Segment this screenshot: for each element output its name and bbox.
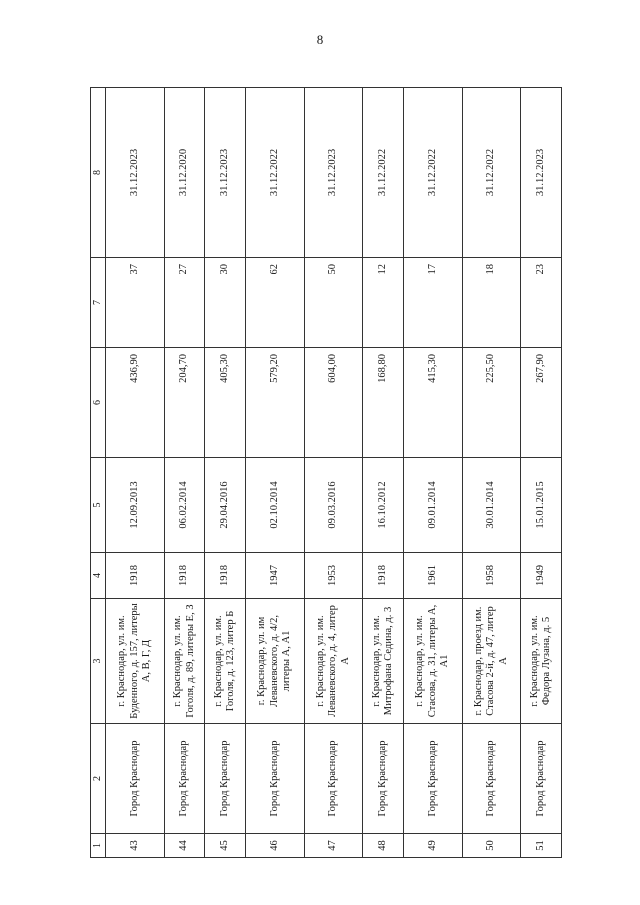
municipality-cell: Город Краснодар bbox=[403, 724, 462, 834]
area-cell: 405,30 bbox=[205, 348, 246, 458]
deadline-cell: 31.12.2023 bbox=[521, 88, 562, 258]
address-cell: г. Краснодар, ул. им. Буденного, д. 157, литеры А, В, Г, Д bbox=[106, 599, 165, 724]
column-header: 5 bbox=[91, 458, 106, 553]
deadline-cell: 31.12.2022 bbox=[462, 88, 521, 258]
table-body bbox=[91, 88, 562, 858]
decision-date-cell: 16.10.2012 bbox=[363, 458, 404, 553]
column-header: 6 bbox=[91, 348, 106, 458]
address-cell: г. Краснодар, ул. им Леваневского, д. 4/2, литеры А, А1 bbox=[245, 599, 304, 724]
row-number-cell: 48 bbox=[363, 834, 404, 858]
table-row bbox=[403, 88, 462, 858]
decision-date-cell: 02.10.2014 bbox=[245, 458, 304, 553]
residents-cell: 37 bbox=[106, 258, 165, 348]
area-cell: 267,90 bbox=[521, 348, 562, 458]
residents-cell: 17 bbox=[403, 258, 462, 348]
table-row bbox=[106, 88, 165, 858]
build-year-cell: 1949 bbox=[521, 553, 562, 599]
build-year-cell: 1961 bbox=[403, 553, 462, 599]
decision-date-cell: 15.01.2015 bbox=[521, 458, 562, 553]
table-row bbox=[245, 88, 304, 858]
decision-date-cell: 30.01.2014 bbox=[462, 458, 521, 553]
deadline-cell: 31.12.2023 bbox=[304, 88, 363, 258]
deadline-cell: 31.12.2023 bbox=[205, 88, 246, 258]
build-year-cell: 1918 bbox=[164, 553, 205, 599]
address-cell: г. Краснодар, проезд им. Стасова 2-й, д. 47, литер А bbox=[462, 599, 521, 724]
header-row bbox=[91, 88, 106, 858]
row-number-cell: 51 bbox=[521, 834, 562, 858]
rotated-table-wrapper bbox=[90, 88, 562, 858]
residents-cell: 30 bbox=[205, 258, 246, 348]
area-cell: 436,90 bbox=[106, 348, 165, 458]
table-row bbox=[363, 88, 404, 858]
address-cell: г. Краснодар, ул. им. Гоголя, д. 89, литеры Е, З bbox=[164, 599, 205, 724]
decision-date-cell: 06.02.2014 bbox=[164, 458, 205, 553]
table-row bbox=[164, 88, 205, 858]
address-cell: г. Краснодар, ул. им. Митрофана Седина, д. 3 bbox=[363, 599, 404, 724]
table-row bbox=[462, 88, 521, 858]
build-year-cell: 1918 bbox=[106, 553, 165, 599]
build-year-cell: 1958 bbox=[462, 553, 521, 599]
row-number-cell: 46 bbox=[245, 834, 304, 858]
municipality-cell: Город Краснодар bbox=[304, 724, 363, 834]
address-cell: г. Краснодар, ул. им. Федора Лузана, д. 5 bbox=[521, 599, 562, 724]
deadline-cell: 31.12.2020 bbox=[164, 88, 205, 258]
housing-table bbox=[90, 87, 562, 858]
municipality-cell: Город Краснодар bbox=[245, 724, 304, 834]
build-year-cell: 1953 bbox=[304, 553, 363, 599]
area-cell: 204,70 bbox=[164, 348, 205, 458]
municipality-cell: Город Краснодар bbox=[363, 724, 404, 834]
municipality-cell: Город Краснодар bbox=[462, 724, 521, 834]
decision-date-cell: 09.01.2014 bbox=[403, 458, 462, 553]
residents-cell: 23 bbox=[521, 258, 562, 348]
rotated-table-container bbox=[90, 88, 562, 858]
residents-cell: 18 bbox=[462, 258, 521, 348]
area-cell: 168,80 bbox=[363, 348, 404, 458]
column-header: 7 bbox=[91, 258, 106, 348]
deadline-cell: 31.12.2022 bbox=[403, 88, 462, 258]
table-row bbox=[521, 88, 562, 858]
address-cell: г. Краснодар, ул. им. Гоголя, д. 123, литер Б bbox=[205, 599, 246, 724]
municipality-cell: Город Краснодар bbox=[106, 724, 165, 834]
municipality-cell: Город Краснодар bbox=[205, 724, 246, 834]
area-cell: 604,00 bbox=[304, 348, 363, 458]
residents-cell: 50 bbox=[304, 258, 363, 348]
column-header: 1 bbox=[91, 834, 106, 858]
build-year-cell: 1918 bbox=[363, 553, 404, 599]
decision-date-cell: 29.04.2016 bbox=[205, 458, 246, 553]
row-number-cell: 50 bbox=[462, 834, 521, 858]
table-row bbox=[205, 88, 246, 858]
deadline-cell: 31.12.2023 bbox=[106, 88, 165, 258]
municipality-cell: Город Краснодар bbox=[164, 724, 205, 834]
row-number-cell: 43 bbox=[106, 834, 165, 858]
page-number: 8 bbox=[316, 32, 324, 47]
residents-cell: 12 bbox=[363, 258, 404, 348]
municipality-cell: Город Краснодар bbox=[521, 724, 562, 834]
row-number-cell: 47 bbox=[304, 834, 363, 858]
column-header: 2 bbox=[91, 724, 106, 834]
area-cell: 225,50 bbox=[462, 348, 521, 458]
row-number-cell: 44 bbox=[164, 834, 205, 858]
residents-cell: 62 bbox=[245, 258, 304, 348]
deadline-cell: 31.12.2022 bbox=[245, 88, 304, 258]
build-year-cell: 1947 bbox=[245, 553, 304, 599]
column-header: 4 bbox=[91, 553, 106, 599]
area-cell: 579,20 bbox=[245, 348, 304, 458]
row-number-cell: 49 bbox=[403, 834, 462, 858]
row-number-cell: 45 bbox=[205, 834, 246, 858]
column-header: 3 bbox=[91, 599, 106, 724]
residents-cell: 27 bbox=[164, 258, 205, 348]
address-cell: г. Краснодар, ул. им. Стасова, д. 31, литеры А, А1 bbox=[403, 599, 462, 724]
decision-date-cell: 09.03.2016 bbox=[304, 458, 363, 553]
build-year-cell: 1918 bbox=[205, 553, 246, 599]
column-header: 8 bbox=[91, 88, 106, 258]
area-cell: 415,30 bbox=[403, 348, 462, 458]
address-cell: г. Краснодар, ул. им. Леваневского, д. 4, литер А bbox=[304, 599, 363, 724]
decision-date-cell: 12.09.2013 bbox=[106, 458, 165, 553]
deadline-cell: 31.12.2022 bbox=[363, 88, 404, 258]
table-row bbox=[304, 88, 363, 858]
